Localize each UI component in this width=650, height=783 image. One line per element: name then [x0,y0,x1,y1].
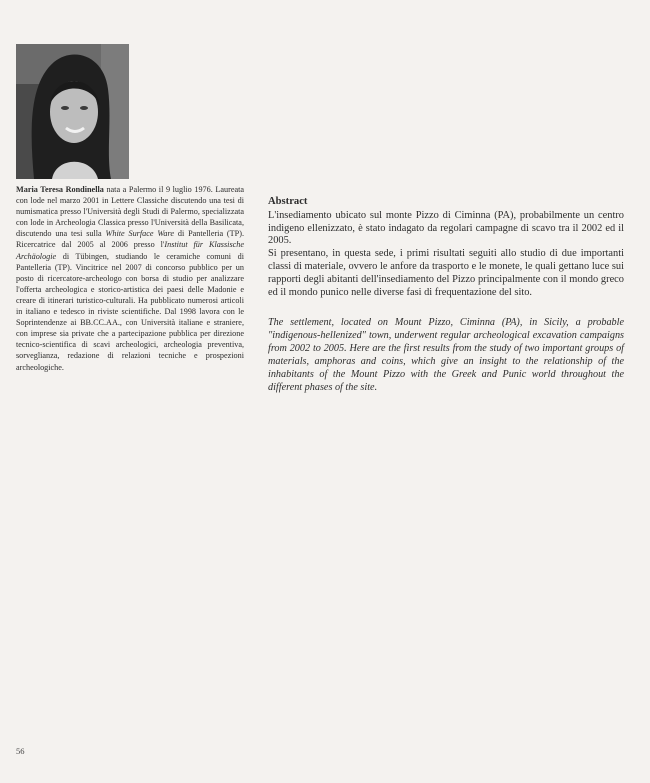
bio-italic-term: White Surface Ware [105,229,175,239]
bio-italic-institute: Institut für Klassische Archäologie [16,240,245,261]
abstract-heading: Abstract [268,196,308,207]
author-name: Maria Teresa Rondinella [16,185,104,194]
bio-text: di Pantelleria (TP). Ricercatrice dal 2005 al 2006 presso l' [16,229,244,250]
portrait-photo-icon [16,44,129,179]
abstract-paragraph-2: Si presentano, in questa sede, i primi risultati seguiti allo studio di due importanti classi di materiale, ovvero le anfore da trasporto e le monete, le quali gettano luce sui rapporti degli abitanti dell'insediamento del Pizzo principalmente con il mondo greco ed il mondo punico nelle diverse fasi di frequentazione del sito. [268,248,624,298]
abstract-paragraph-1: L'insediamento ubicato sul monte Pizzo di Ciminna (PA), probabilmente un centro indigeno ellenizzato, è stato indagato da regolari campagne di scavo tra il 2002 ed il 2005. [268,209,624,247]
abstract-section [268,196,624,395]
bio-text: di Tübingen, studiando le ceramiche comuni di Pantelleria (TP). Vincitrice nel 2007 di concorso pubblico per un posto di ricercatore-archeologo con borsa di studio per analizzare l'offerta archeologica e storico-artistica dei paesi delle Madonie e creare di itinerari turistico-culturali. Ha pubblicato numerosi articoli in italiano e tedesco in riviste scientifiche. Dal 1998 lavora con le Soprintendenze ai BB.CC.AA., con Università italiane e straniere, con imprese sia private che a partecipazione pubblica per direzione tecnico-scientifica di scavi archeologici, archeologia preventiva, sorveglianza, redazione di relazioni tecniche e prospezioni archeologiche. [16,251,244,372]
author-biography [16,184,244,373]
page-number: 56 [16,746,25,756]
author-portrait [16,44,129,179]
bio-text: nata a Palermo il 9 luglio 1976. Laureata con lode nel marzo 2001 in Lettere Classiche discutendo una tesi di numismatica presso l'Università degli Studi di Palermo, specializzata con lode in Archeologia Classica presso l'Università della Basilicata, discutendo una tesi sulla [16,185,245,239]
abstract-english: The settlement, located on Mount Pizzo, Ciminna (PA), in Sicily, a probable "indigenous-hellenized" town, underwent regular archeological excavation campaigns from 2002 to 2005. Here are the first results from the study of two important groups of materials, amphoras and coins, which give an insight to the relationship of the inhabitants of the Mount Pizzo with the Greek and Punic world throughout the different phases of the site. [268,317,624,393]
